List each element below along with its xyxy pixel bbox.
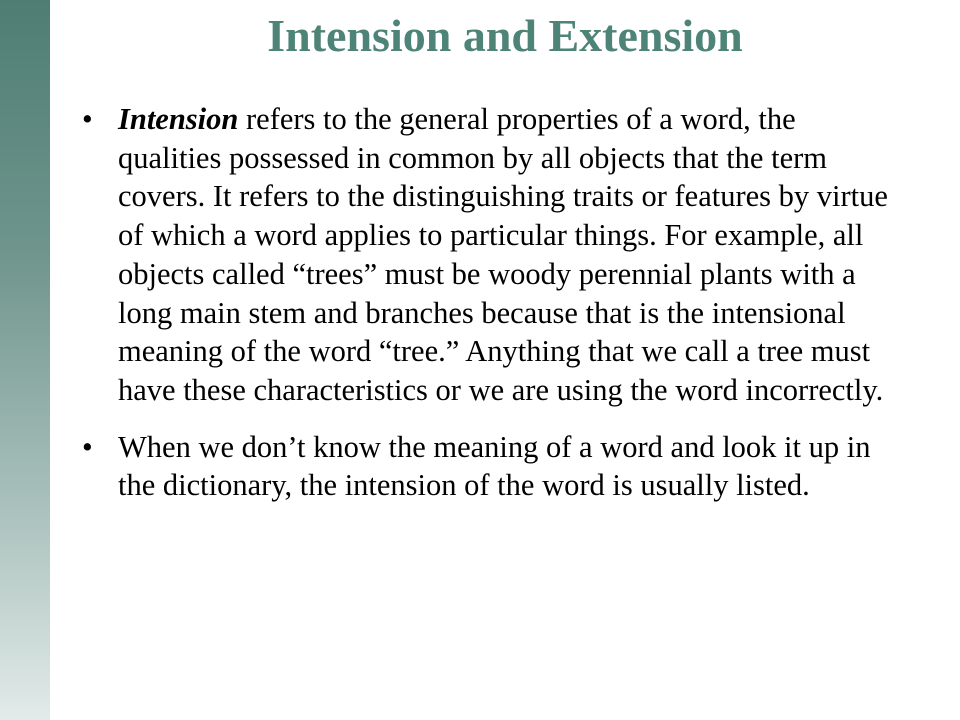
slide-title: Intension and Extension (267, 10, 743, 61)
bullet-text: When we don’t know the meaning of a word and look it up in the dictionary, the intension of the word is usually listed. (118, 429, 871, 503)
decorative-sidebar (0, 0, 50, 720)
bullet-icon: • (82, 429, 93, 464)
bullet-text: refers to the general properties of a word, the qualities possessed in common by all objects that the term covers. It refers to the distinguishing traits or features by virtue of which a word applies to particular things. For example, all objects called “trees” must be woody perennial plants with a long main stem and branches because that is the intensional meaning of the word “tree.” Anything that we call a tree must have these characteristics or we are using the word incorrectly. (118, 102, 888, 407)
bullet-item-intension (76, 100, 896, 410)
bullet-icon: • (82, 102, 93, 136)
bullet-term: Intension (118, 102, 239, 136)
bullet-item-dictionary (76, 428, 896, 505)
bullet-list (76, 100, 896, 523)
